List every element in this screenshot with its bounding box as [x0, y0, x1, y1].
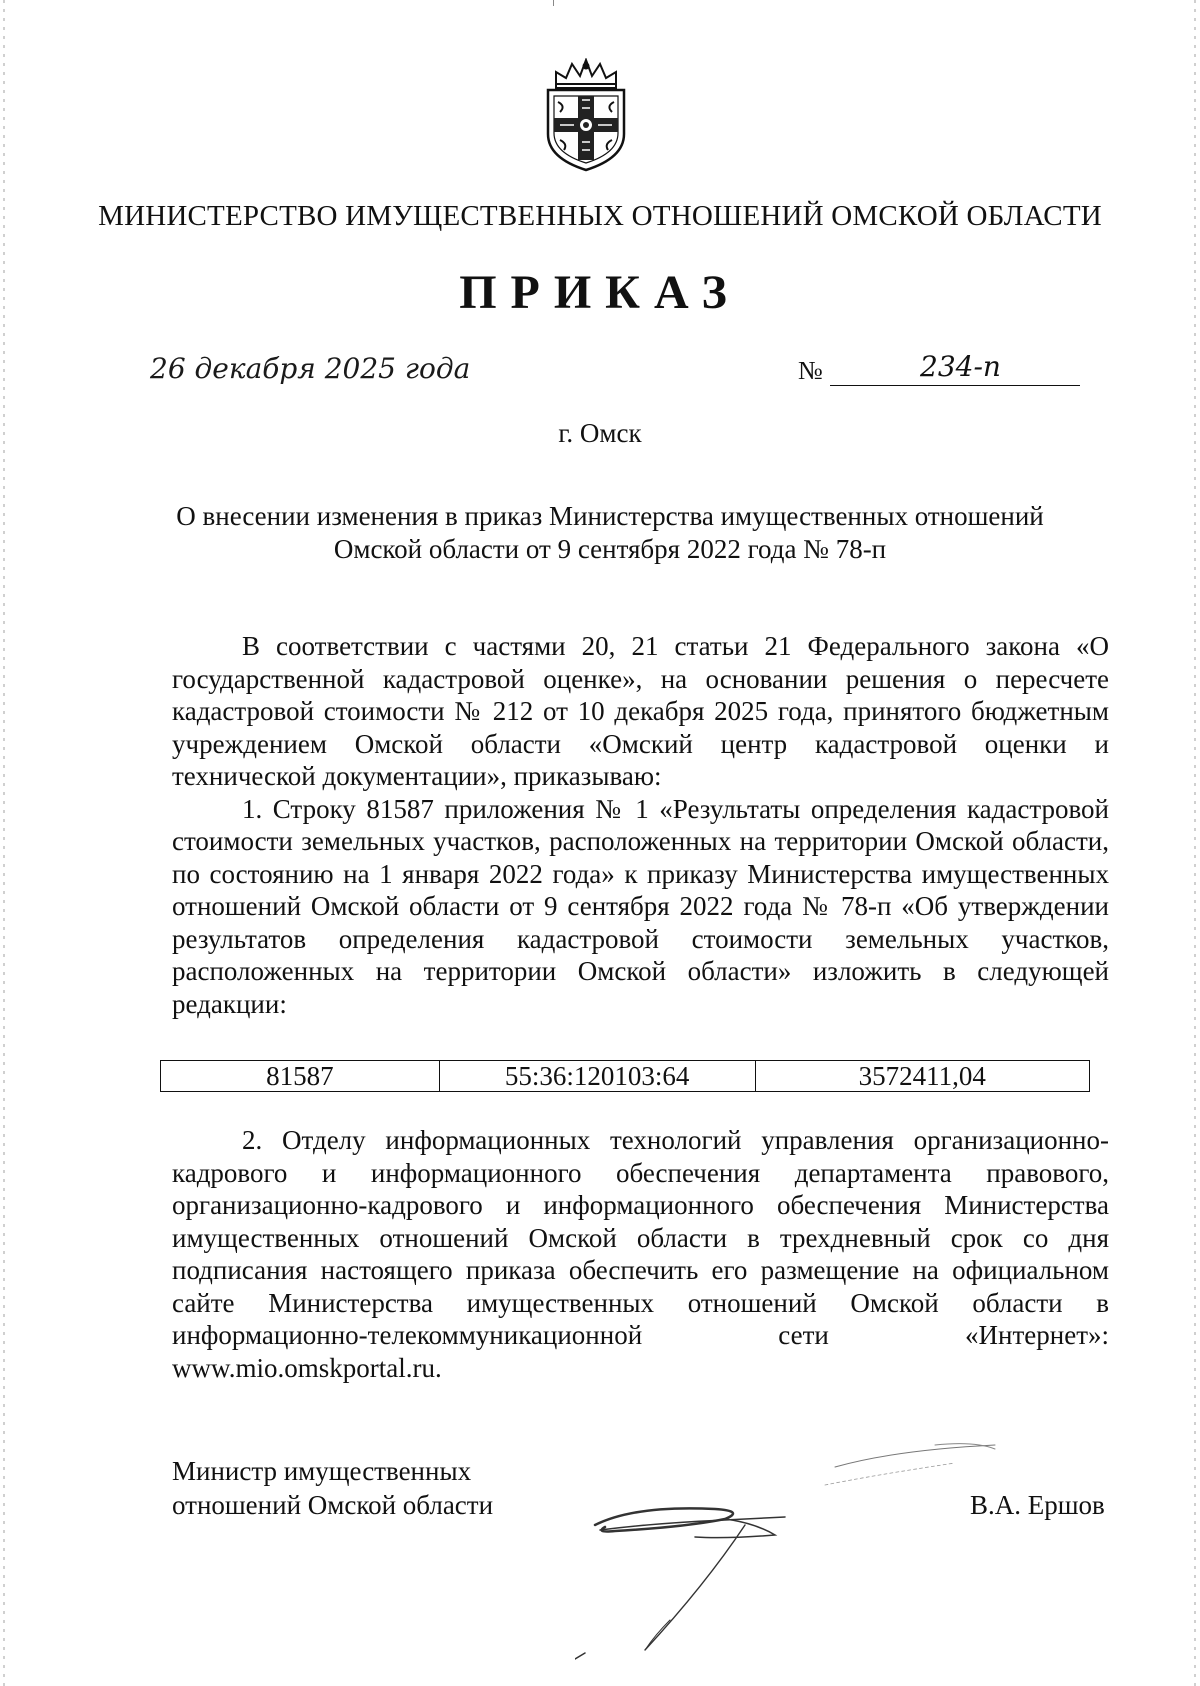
order-subject [150, 500, 1070, 566]
handwritten-signature-icon [575, 1435, 1095, 1675]
row-number-cell: 81587 [161, 1061, 440, 1092]
coat-of-arms-icon [538, 58, 634, 174]
city: г. Омск [558, 418, 642, 448]
item-1-paragraph: 1. Строку 81587 приложения № 1 «Результаты определения кадастровой стоимости земельных участков, расположенных на территории Омской области, по состоянию на 1 января 2022 года» к приказу Министерства имущественных отношений Омской области от 9 сентября 2022 года № 78-п «Об утверждении результатов определения кадастровой стоимости земельных участков, расположенных на территории Омской области» изложить в следующей редакции: [172, 793, 1109, 1019]
body-block-1 [172, 630, 1109, 1020]
date-underline [150, 389, 440, 390]
document-type: ПРИКАЗ [459, 266, 741, 319]
handwritten-number: 234-п [920, 350, 1001, 383]
number-label: № [798, 356, 823, 385]
preamble-paragraph: В соответствии с частями 20, 21 статьи 21 Федерального закона «О государственной кадастровой оценке», на основании решения о пересчете кадастровой стоимости № 212 от 10 декабря 2025 года, принятого бюджетным учреждением Омской области «Омский центр кадастровой оценки и технической документации», приказываю: [172, 631, 1109, 791]
item-2-paragraph: 2. Отделу информационных технологий управления организационно-кадрового и информационного обеспечения департамента правового, организационно-кадрового и информационного обеспечения Министерства имущественных отношений Омской области в трехдневный срок со дня подписания настоящего приказа обеспечить его размещение на официальном сайте Министерства имущественных отношений Омской области в информационно-телекоммуникационной сети «Интернет»: www.mio.omskportal.ru. [172, 1125, 1109, 1383]
body-block-2 [172, 1124, 1109, 1384]
cadastral-row-table [160, 1060, 1090, 1092]
cadastral-value-cell: 3572411,04 [755, 1061, 1089, 1092]
signatory-title-line-2: отношений Омской области [172, 1490, 494, 1520]
signatory-title-line-1: Министр имущественных [172, 1456, 472, 1486]
scan-mark [553, 0, 554, 6]
scan-edge-left [3, 0, 5, 1686]
subject-line-1: О внесении изменения в приказ Министерства имущественных отношений [176, 501, 1044, 531]
signatory-title [172, 1454, 493, 1522]
table-row [161, 1061, 1090, 1092]
cadastral-number-cell: 55:36:120103:64 [439, 1061, 755, 1092]
number-underline [830, 385, 1080, 386]
scan-edge-right [1194, 0, 1196, 1686]
signatory-name: В.А. Ершов [970, 1490, 1105, 1520]
handwritten-date: 26 декабря 2025 года [150, 352, 471, 385]
ministry-name: МИНИСТЕРСТВО ИМУЩЕСТВЕННЫХ ОТНОШЕНИЙ ОМСКОЙ ОБЛАСТИ [98, 200, 1102, 232]
subject-line-2: Омской области от 9 сентября 2022 года № 78-п [333, 534, 887, 564]
